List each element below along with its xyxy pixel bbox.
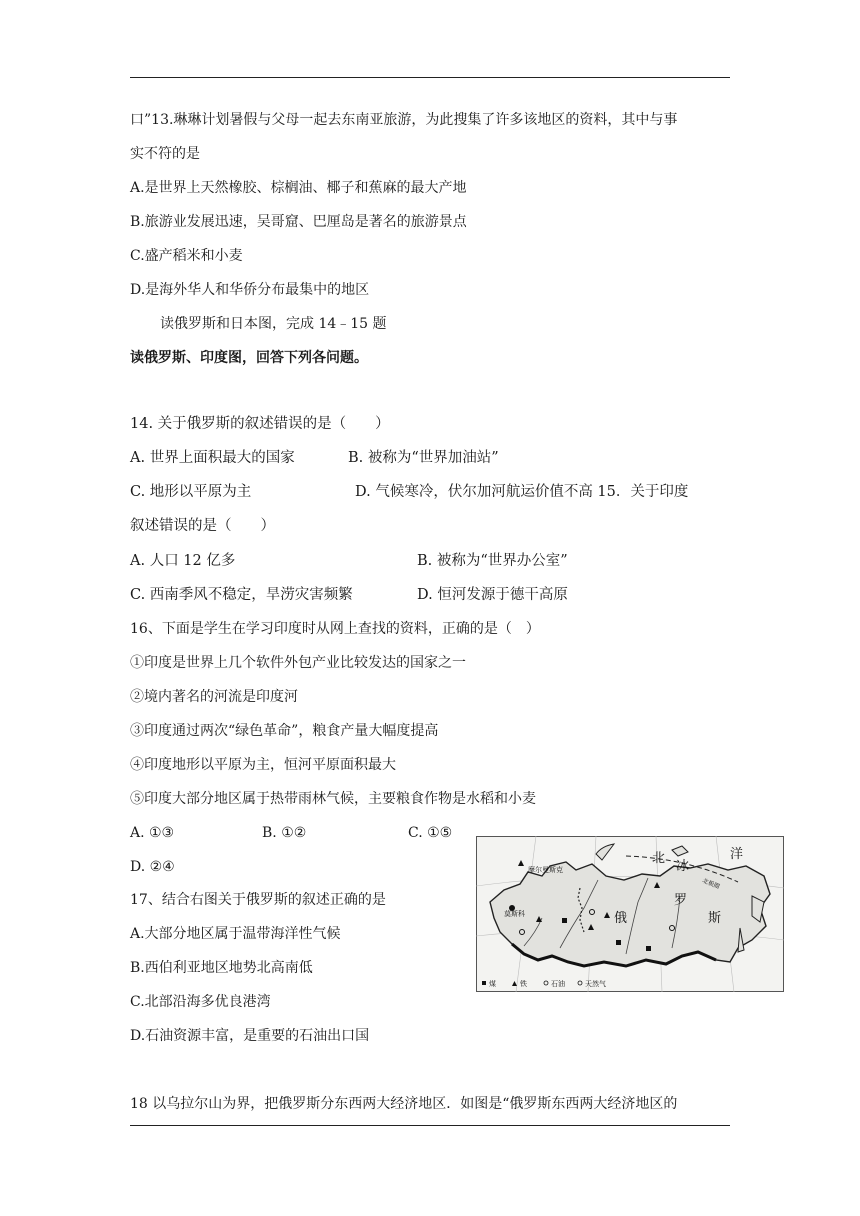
q13-option-d: D.是海外华人和华侨分布最集中的地区	[130, 282, 370, 298]
q17-option-a: A.大部分地区属于温带海洋性气候	[130, 926, 341, 942]
coal-symbol	[562, 918, 567, 923]
q17-stem: 17、结合右图关于俄罗斯的叙述正确的是	[130, 892, 386, 908]
q13-option-c: C.盛产稻米和小麦	[130, 248, 243, 264]
q16-option-b: B. ①②	[262, 825, 307, 841]
q16-stem: 16、下面是学生在学习印度时从网上查找的资料，正确的是（ ）	[130, 621, 540, 637]
label-russia-2: 罗	[674, 893, 688, 908]
q17-option-c: C.北部沿海多优良港湾	[130, 994, 271, 1010]
intro-line-2: 读俄罗斯、印度图，回答下列各问题。	[130, 350, 368, 366]
q14-option-a: A. 世界上面积最大的国家	[130, 450, 295, 466]
q14-option-d: D. 气候寒冷，伏尔加河航运价值不高 15．关于印度	[355, 484, 689, 500]
q14-option-c: C. 地形以平原为主	[130, 484, 252, 500]
q15-option-a: A. 人口 12 亿多	[130, 553, 236, 569]
q13-option-a: A.是世界上天然橡胶、棕榈油、椰子和蕉麻的最大产地	[130, 180, 467, 196]
q16-item-5: ⑤印度大部分地区属于热带雨林气候，主要粮食作物是水稻和小麦	[130, 791, 536, 807]
q18-stem: 18 以乌拉尔山为界，把俄罗斯分东西两大经济地区．如图是“俄罗斯东西两大经济地区的	[130, 1096, 678, 1112]
coal-symbol	[616, 940, 621, 945]
legend-gas: 天然气	[585, 980, 606, 988]
q17-option-d: D.石油资源丰富，是重要的石油出口国	[130, 1028, 370, 1044]
q16-option-a: A. ①③	[130, 825, 175, 841]
legend-coal: 煤	[489, 980, 496, 988]
label-moscow: 莫斯科	[504, 910, 525, 918]
label-russia-1: 俄	[614, 911, 628, 926]
intro-line-1: 读俄罗斯和日本图，完成 14﹣15 题	[160, 316, 387, 332]
label-murmansk: 摩尔曼斯克	[528, 866, 563, 874]
label-north: 北	[652, 851, 666, 866]
q16-item-4: ④印度地形以平原为主，恒河平原面积最大	[130, 757, 396, 773]
q16-option-c: C. ①⑤	[408, 825, 453, 841]
q15-option-b: B. 被称为“世界办公室”	[417, 553, 568, 569]
label-ice: 冰	[676, 859, 690, 874]
q13-stem-line1: 口”13.琳琳计划暑假与父母一起去东南亚旅游，为此搜集了许多该地区的资料，其中与事	[130, 112, 678, 128]
q15-stem: 叙述错误的是（ ）	[130, 518, 275, 534]
q14-option-b: B. 被称为“世界加油站”	[348, 450, 499, 466]
q16-item-3: ③印度通过两次“绿色革命”，粮食产量大幅度提高	[130, 723, 439, 739]
legend-oil: 石油	[551, 980, 565, 988]
q17-option-b: B.西伯利亚地区地势北高南低	[130, 960, 313, 976]
q15-option-c: C. 西南季风不稳定，旱涝灾害频繁	[130, 587, 353, 603]
legend-iron: 铁	[520, 980, 527, 988]
label-arctic-circle: 北极圈	[701, 877, 721, 891]
q16-item-1: ①印度是世界上几个软件外包产业比较发达的国家之一	[130, 655, 466, 671]
footer-rule	[130, 1125, 730, 1126]
q13-option-b: B.旅游业发展迅速，吴哥窟、巴厘岛是著名的旅游景点	[130, 214, 467, 230]
header-rule	[130, 77, 730, 78]
q14-stem: 14. 关于俄罗斯的叙述错误的是（ ）	[130, 416, 390, 432]
q16-option-d: D. ②④	[130, 859, 175, 875]
q16-item-2: ②境内著名的河流是印度河	[130, 689, 298, 705]
russia-resource-map	[476, 836, 784, 992]
label-russia-3: 斯	[708, 911, 722, 926]
label-ocean: 洋	[730, 847, 744, 862]
coal-symbol	[646, 946, 651, 951]
q13-stem-line2: 实不符的是	[130, 146, 200, 162]
q15-option-d: D. 恒河发源于德干高原	[417, 587, 568, 603]
